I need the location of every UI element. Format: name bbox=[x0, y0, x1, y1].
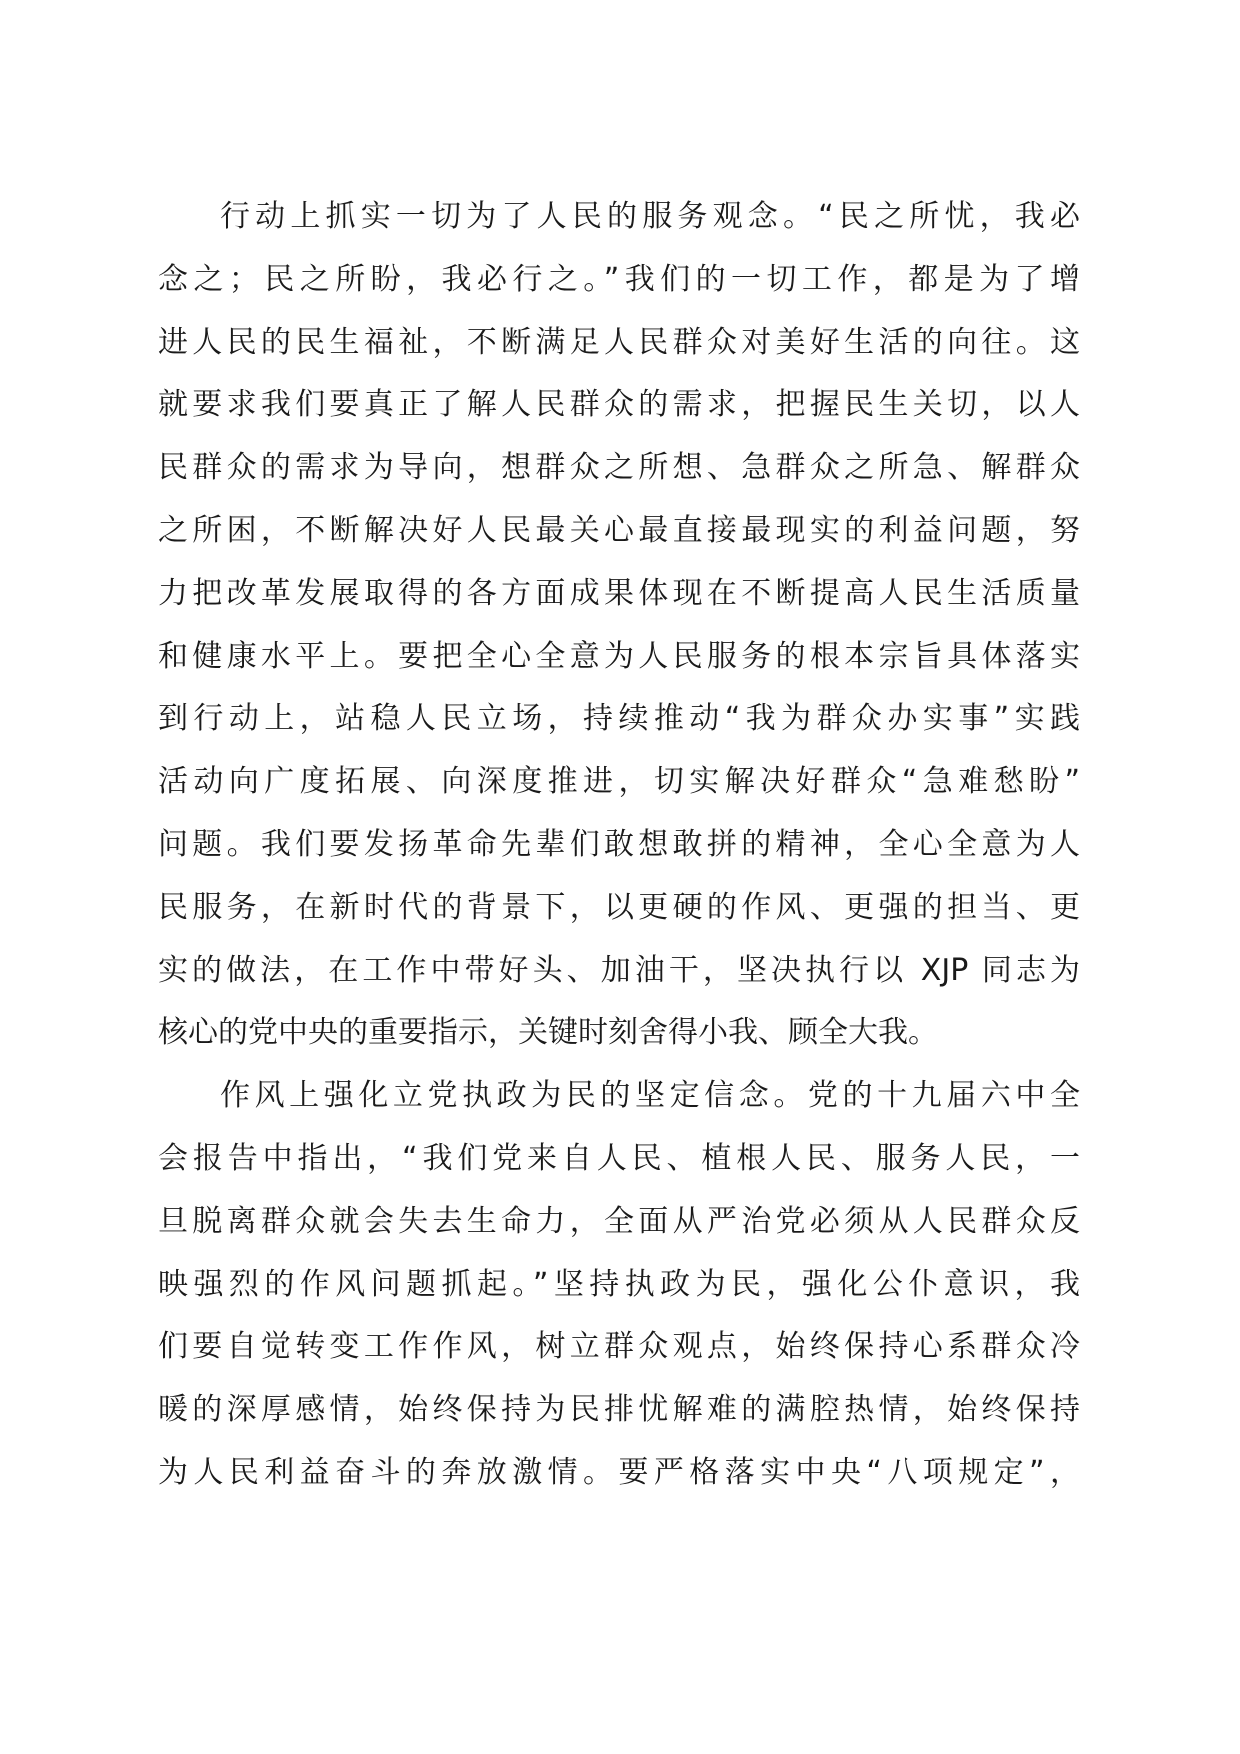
paragraph-line: 到行动上，站稳人民立场，持续推动“我为群众办实事”实践 bbox=[158, 701, 1080, 737]
paragraph-line: 民群众的需求为导向，想群众之所想、急群众之所急、解群众 bbox=[158, 450, 1080, 486]
paragraph-line: 会报告中指出，“我们党来自人民、植根人民、服务人民，一 bbox=[158, 1140, 1080, 1176]
paragraph-line: 活动向广度拓展、向深度推进，切实解决好群众“急难愁盼” bbox=[158, 764, 1080, 800]
paragraph-line: 问题。我们要发扬革命先辈们敢想敢拼的精神，全心全意为人 bbox=[158, 826, 1080, 862]
paragraph-1 bbox=[158, 186, 1080, 1065]
paragraph-line: 之所困，不断解决好人民最关心最直接最现实的利益问题，努 bbox=[158, 512, 1080, 548]
paragraph-2 bbox=[158, 1065, 1080, 1505]
paragraph-line: 暖的深厚感情，始终保持为民排忧解难的满腔热情，始终保持 bbox=[158, 1392, 1080, 1428]
document-body bbox=[158, 186, 1080, 1505]
paragraph-line: 就要求我们要真正了解人民群众的需求，把握民生关切，以人 bbox=[158, 387, 1080, 423]
paragraph-line: 为人民利益奋斗的奔放激情。要严格落实中央“八项规定”， bbox=[158, 1454, 1080, 1490]
paragraph-line: 行动上抓实一切为了人民的服务观念。“民之所忧，我必 bbox=[220, 199, 1080, 234]
paragraph-line: 和健康水平上。要把全心全意为人民服务的根本宗旨具体落实 bbox=[158, 638, 1080, 674]
paragraph-line: 民服务，在新时代的背景下，以更硬的作风、更强的担当、更 bbox=[158, 889, 1080, 925]
paragraph-line: 们要自觉转变工作作风，树立群众观点，始终保持心系群众冷 bbox=[158, 1329, 1080, 1365]
paragraph-line: 作风上强化立党执政为民的坚定信念。党的十九届六中全 bbox=[220, 1078, 1080, 1114]
paragraph-line: 映强烈的作风问题抓起。”坚持执政为民，强化公仆意识，我 bbox=[158, 1266, 1080, 1302]
paragraph-line: 力把改革发展取得的各方面成果体现在不断提高人民生活质量 bbox=[158, 575, 1080, 611]
paragraph-line: 念之；民之所盼，我必行之。”我们的一切工作，都是为了增 bbox=[158, 261, 1080, 297]
paragraph-line: 旦脱离群众就会失去生命力，全面从严治党必须从人民群众反 bbox=[158, 1203, 1080, 1239]
paragraph-line: 核心的党中央的重要指示，关键时刻舍得小我、顾全大我。 bbox=[158, 1015, 938, 1051]
paragraph-line: 进人民的民生福祉，不断满足人民群众对美好生活的向往。这 bbox=[158, 324, 1080, 360]
paragraph-line: 实的做法，在工作中带好头、加油干，坚决执行以 XJP 同志为 bbox=[158, 952, 1080, 988]
